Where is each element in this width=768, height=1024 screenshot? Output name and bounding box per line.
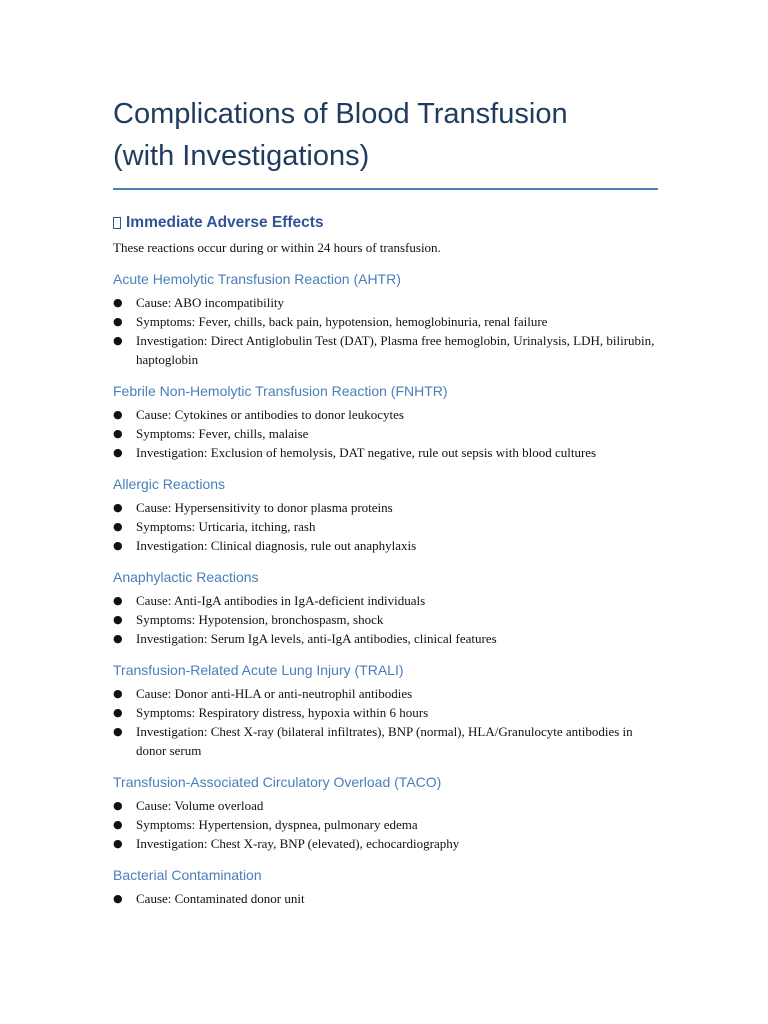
bullet-icon: ● [113, 539, 123, 552]
bullet-list [113, 684, 658, 760]
section-heading [113, 212, 658, 234]
bullet-icon: ● [113, 632, 123, 645]
section-heading-text: Immediate Adverse Effects [126, 214, 324, 231]
list-item [113, 684, 658, 703]
list-item [113, 610, 658, 629]
bullet-icon: ● [113, 687, 123, 700]
bullet-list [113, 293, 658, 369]
reaction-section [113, 567, 658, 648]
bullet-icon: ● [113, 408, 123, 421]
list-item-text: Symptoms: Hypotension, bronchospasm, shock [136, 612, 384, 627]
bullet-icon: ● [113, 501, 123, 514]
bullet-list [113, 796, 658, 853]
reaction-section [113, 865, 658, 908]
bullet-list [113, 498, 658, 555]
bullet-icon: ● [113, 427, 123, 440]
bullet-icon: ● [113, 315, 123, 328]
list-item [113, 498, 658, 517]
list-item-text: Cause: ABO incompatibility [136, 295, 285, 310]
bullet-icon: ● [113, 594, 123, 607]
list-item-text: Cause: Hypersensitivity to donor plasma proteins [136, 500, 393, 515]
list-item-text: Symptoms: Fever, chills, malaise [136, 426, 309, 441]
list-item-text: Investigation: Chest X-ray (bilateral infiltrates), BNP (normal), HLA/Granulocyte antibodies in donor serum [136, 724, 633, 758]
reaction-section [113, 772, 658, 853]
bullet-list [113, 889, 658, 908]
document-title [113, 93, 658, 190]
list-item [113, 443, 658, 462]
reaction-section [113, 381, 658, 462]
reaction-section [113, 660, 658, 760]
bullet-icon: ● [113, 725, 123, 738]
list-item [113, 722, 658, 760]
reaction-subheading: Transfusion-Associated Circulatory Overload (TACO) [113, 774, 442, 790]
bullet-list [113, 591, 658, 648]
list-item-text: Investigation: Chest X-ray, BNP (elevated), echocardiography [136, 836, 460, 851]
list-item-text: Investigation: Direct Antiglobulin Test (DAT), Plasma free hemoglobin, Urinalysis, LDH, bilirubin, haptoglobin [136, 333, 655, 367]
bullet-list [113, 405, 658, 462]
list-item [113, 889, 658, 908]
reaction-sections [113, 269, 658, 908]
title-line-1: Complications of Blood Transfusion [113, 98, 568, 130]
bullet-icon: ● [113, 706, 123, 719]
list-item-text: Cause: Cytokines or antibodies to donor leukocytes [136, 407, 404, 422]
list-item-text: Symptoms: Urticaria, itching, rash [136, 519, 316, 534]
list-item-text: Symptoms: Hypertension, dyspnea, pulmonary edema [136, 817, 418, 832]
list-item-text: Cause: Donor anti-HLA or anti-neutrophil antibodies [136, 686, 413, 701]
list-item-text: Investigation: Exclusion of hemolysis, DAT negative, rule out sepsis with blood cultures [136, 445, 597, 460]
bullet-icon: ● [113, 892, 123, 905]
list-item-text: Symptoms: Respiratory distress, hypoxia within 6 hours [136, 705, 429, 720]
bullet-icon: ● [113, 613, 123, 626]
reaction-subheading: Acute Hemolytic Transfusion Reaction (AHTR) [113, 271, 401, 287]
reaction-subheading: Bacterial Contamination [113, 867, 262, 883]
bullet-icon: ● [113, 334, 123, 347]
list-item [113, 591, 658, 610]
list-item-text: Investigation: Serum IgA levels, anti-IgA antibodies, clinical features [136, 631, 497, 646]
list-item [113, 815, 658, 834]
reaction-section [113, 269, 658, 369]
reaction-subheading: Anaphylactic Reactions [113, 569, 259, 585]
list-item [113, 312, 658, 331]
list-item [113, 834, 658, 853]
bullet-icon: ● [113, 799, 123, 812]
list-item [113, 629, 658, 648]
document-page [113, 93, 658, 908]
list-item-text: Cause: Contaminated donor unit [136, 891, 305, 906]
list-item [113, 517, 658, 536]
reaction-subheading: Transfusion-Related Acute Lung Injury (TRALI) [113, 662, 404, 678]
reaction-subheading: Allergic Reactions [113, 476, 226, 492]
list-item [113, 424, 658, 443]
list-item [113, 331, 658, 369]
bullet-icon: ● [113, 837, 123, 850]
title-line-2: (with Investigations) [113, 140, 370, 172]
list-item-text: Cause: Volume overload [136, 798, 264, 813]
bullet-icon: ● [113, 446, 123, 459]
intro-paragraph: These reactions occur during or within 24 hours of transfusion. [113, 240, 441, 255]
bullet-icon: ● [113, 520, 123, 533]
bullet-icon: ● [113, 296, 123, 309]
list-item [113, 703, 658, 722]
reaction-section [113, 474, 658, 555]
bullet-icon: ● [113, 818, 123, 831]
list-item [113, 536, 658, 555]
list-item [113, 293, 658, 312]
list-item-text: Symptoms: Fever, chills, back pain, hypotension, hemoglobinuria, renal failure [136, 314, 548, 329]
list-item-text: Investigation: Clinical diagnosis, rule out anaphylaxis [136, 538, 417, 553]
missing-glyph-icon [113, 217, 121, 229]
list-item [113, 405, 658, 424]
list-item-text: Cause: Anti-IgA antibodies in IgA-deficient individuals [136, 593, 426, 608]
list-item [113, 796, 658, 815]
reaction-subheading: Febrile Non-Hemolytic Transfusion Reaction (FNHTR) [113, 383, 448, 399]
